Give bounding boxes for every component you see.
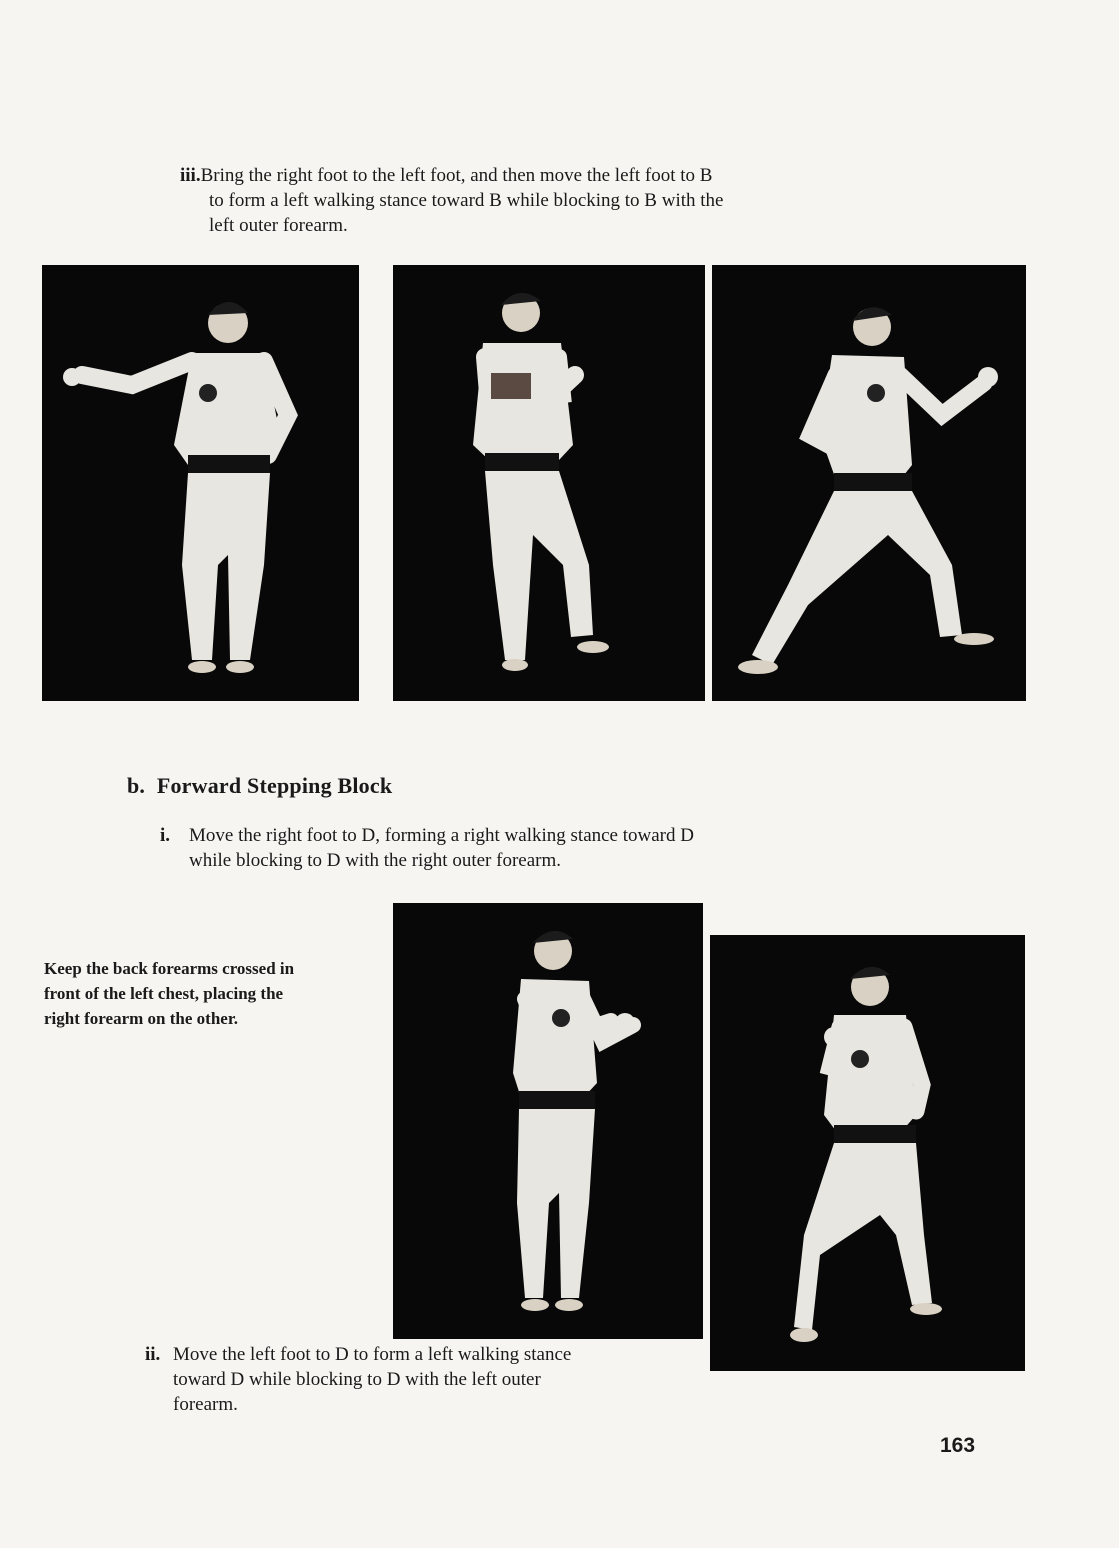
step-i-line-1: Move the right foot to D, forming a right walking stance toward D [189,825,694,846]
photo-step-iii-2 [393,265,705,701]
photo-caption [44,956,384,1031]
photo-step-ii-1 [710,935,1025,1371]
figure-walking-stance-block-illustration [712,265,1026,701]
step-iii-line-2: to form a left walking stance toward B while blocking to B with the [209,190,724,211]
step-iii-number: iii. [180,165,201,186]
step-i-number: i. [160,825,171,846]
figure-front-walking-stance-illustration [710,935,1025,1371]
step-iii-line-1: Bring the right foot to the left foot, and then move the left foot to B [200,165,713,186]
page-number: 163 [940,1434,976,1457]
step-ii-line-1: Move the left foot to D to form a left walking stance [173,1344,572,1365]
photo-step-iii-3 [712,265,1026,701]
figure-side-crossed-forearms-illustration [393,903,703,1339]
step-ii-line-2: toward D while blocking to D with the left outer [173,1369,541,1390]
step-i-paragraph [160,823,920,873]
section-b-title: Forward Stepping Block [156,773,393,798]
figure-front-stance-illustration [42,265,359,701]
caption-line-1: Keep the back forearms crossed in [44,959,295,978]
step-iii-line-3: left outer forearm. [209,215,348,236]
step-i-line-2: while blocking to D with the right outer forearm. [189,850,561,871]
step-ii-paragraph [145,1342,705,1417]
caption-line-3: right forearm on the other. [44,1009,239,1028]
figure-crossed-arms-illustration [393,265,705,701]
section-b-heading [127,773,392,799]
photo-step-i-1 [393,903,703,1339]
step-ii-number: ii. [145,1344,161,1365]
photo-step-iii-1 [42,265,359,701]
step-ii-line-3: forearm. [173,1394,238,1415]
step-iii-paragraph [180,163,940,238]
caption-line-2: front of the left chest, placing the [44,984,284,1003]
section-b-label: b. [127,773,146,798]
